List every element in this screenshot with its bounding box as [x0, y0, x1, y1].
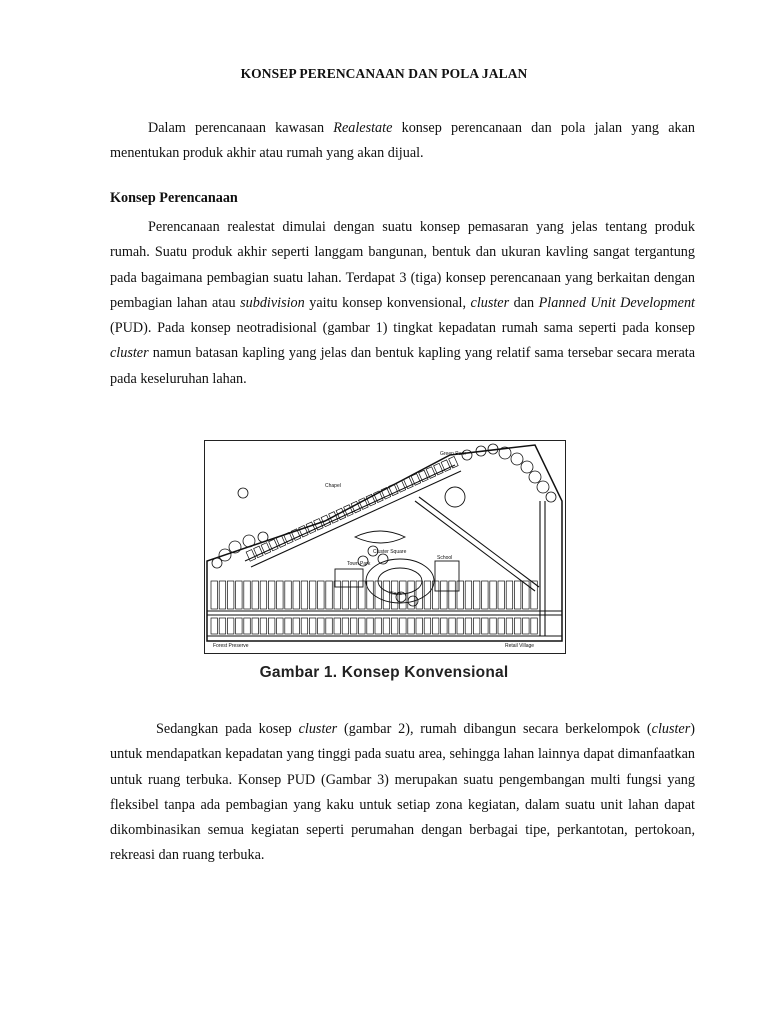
document-title: KONSEP PERENCANAAN DAN POLA JALAN: [240, 66, 528, 81]
label-town-park: Town Park: [347, 561, 371, 567]
label-green-park: Green Park: [440, 451, 466, 457]
closing-text-1: Sedangkan pada kosep: [156, 721, 299, 737]
closing-text-2: (gambar 2), rumah dibangun secara berkelompok (: [337, 721, 652, 737]
closing-text-3: ) untuk mendapatkan kepadatan yang tinggi pada suatu area, sehingga lahan lainnya dapat dimanfaatkan untuk ruang terbuka. Konsep PUD (Gambar 3) merupakan suatu pengembangan multi fungsi yang fleksibel tanpa ada pembagian yang kaku untuk setiap zona kegiatan, dalam suatu unit lahan dapat dikombinasikan semua kegiatan seperti perumahan dengan berbagai tipe, perkantotan, pertokoan, rekreasi dan ruang terbuka.: [110, 721, 695, 864]
label-cluster-square: Cluster Square: [373, 549, 407, 555]
closing-emphasis-cluster: cluster: [298, 721, 338, 737]
section-emphasis-pud: Planned Unit Development: [538, 294, 695, 311]
intro-text-1: Dalam perencanaan kawasan: [148, 120, 334, 136]
section-emphasis-cluster: cluster: [470, 294, 510, 311]
intro-paragraph: [110, 116, 695, 166]
section-text-3: dan: [509, 294, 539, 311]
site-plan-figure: [204, 440, 566, 654]
figure-caption: Gambar 1. Konsep Konvensional: [259, 664, 509, 681]
section-emphasis-cluster-2: cluster: [110, 345, 149, 362]
label-retail-village: Retail Village: [505, 643, 535, 649]
section-heading: Konsep Perencanaan: [110, 190, 238, 206]
label-chapel: Chapel: [325, 483, 341, 489]
section-text-2: yaitu konsep konvensional,: [304, 294, 471, 311]
section-text-1: Perencanaan realestat dimulai dengan suatu konsep pemasaran yang jelas tentang produk rumah. Suatu produk akhir seperti langgam bangunan, bentuk dan ukuran kavling sangat tergantung pada bagaimana pembagian suatu lahan. Terdapat 3 (tiga) konsep perencanaan yang berkaitan dengan pembagian lahan atau: [110, 219, 695, 311]
closing-paragraph: [110, 717, 695, 869]
site-plan-drawing: [205, 441, 564, 652]
label-plaza: Plaza: [389, 591, 402, 597]
section-text-5: namun batasan kapling yang jelas dan bentuk kapling yang relatif sama tersebar secara merata pada keseluruhan lahan.: [110, 345, 695, 387]
intro-text-2: konsep perencanaan dan pola jalan yang akan menentukan produk akhir atau rumah yang akan dijual.: [110, 120, 695, 161]
closing-emphasis-cluster-2: cluster: [651, 721, 691, 737]
section-text-4: (PUD). Pada konsep neotradisional (gambar 1) tingkat kepadatan rumah sama seperti pada konsep: [110, 320, 695, 337]
label-forest-preserve: Forest Preserve: [213, 643, 249, 649]
section-emphasis-subdivision: subdivision: [240, 294, 305, 311]
section-paragraph: [110, 215, 695, 392]
intro-emphasis: Realestate: [333, 120, 393, 136]
label-school: School: [437, 555, 453, 561]
